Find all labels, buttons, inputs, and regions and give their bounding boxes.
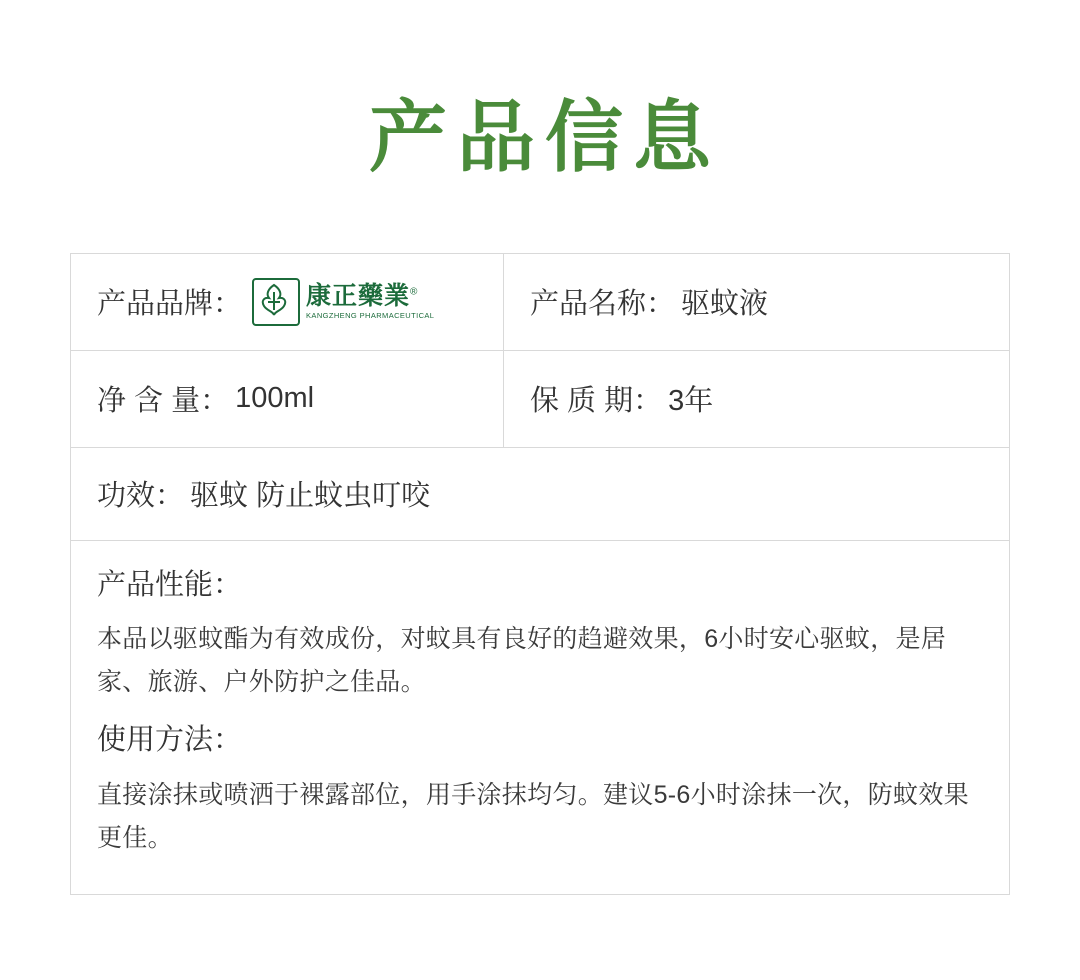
usage-body: 直接涂抹或喷洒于裸露部位，用手涂抹均匀。建议5-6小时涂抹一次，防蚊效果更佳。 [97,781,969,853]
product-name-value: 驱蚊液 [681,288,769,321]
registered-mark: ® [410,286,419,298]
efficacy-value: 驱蚊 防止蚊虫叮咬 [190,480,431,513]
brand-label: 产品品牌： [97,288,243,321]
table-row [71,350,1010,447]
product-name-label: 产品名称： [530,288,676,321]
cell-shelf-life [504,350,1010,447]
cell-description [71,540,1010,894]
shelf-life-value: 3年 [668,385,714,418]
table-row [71,253,1010,350]
product-info-table [70,253,1010,895]
logo-en-name: KANGZHENG PHARMACEUTICAL [306,311,435,321]
net-content-label: 净 含 量： [97,385,230,418]
table-row [71,447,1010,540]
logo-mark-icon [252,278,300,326]
shelf-life-label: 保 质 期： [530,385,663,418]
page-title: 产品信息 [368,93,721,181]
cell-product-name [504,253,1010,350]
cell-efficacy [71,447,1010,540]
table-row [71,540,1010,894]
performance-title: 产品性能： [97,568,243,601]
cell-brand [71,253,504,350]
performance-body: 本品以驱蚊酯为有效成份，对蚊具有良好的趋避效果，6小时安心驱蚊，是居家、旅游、户外防护之佳品。 [97,625,947,697]
usage-title: 使用方法： [97,724,243,757]
brand-logo [252,278,434,326]
cell-net-content [71,350,504,447]
efficacy-label: 功效： [97,480,185,513]
logo-cn-name: 康正藥業 [306,282,411,311]
logo-text [306,284,434,320]
net-content-value: 100ml [235,382,315,415]
